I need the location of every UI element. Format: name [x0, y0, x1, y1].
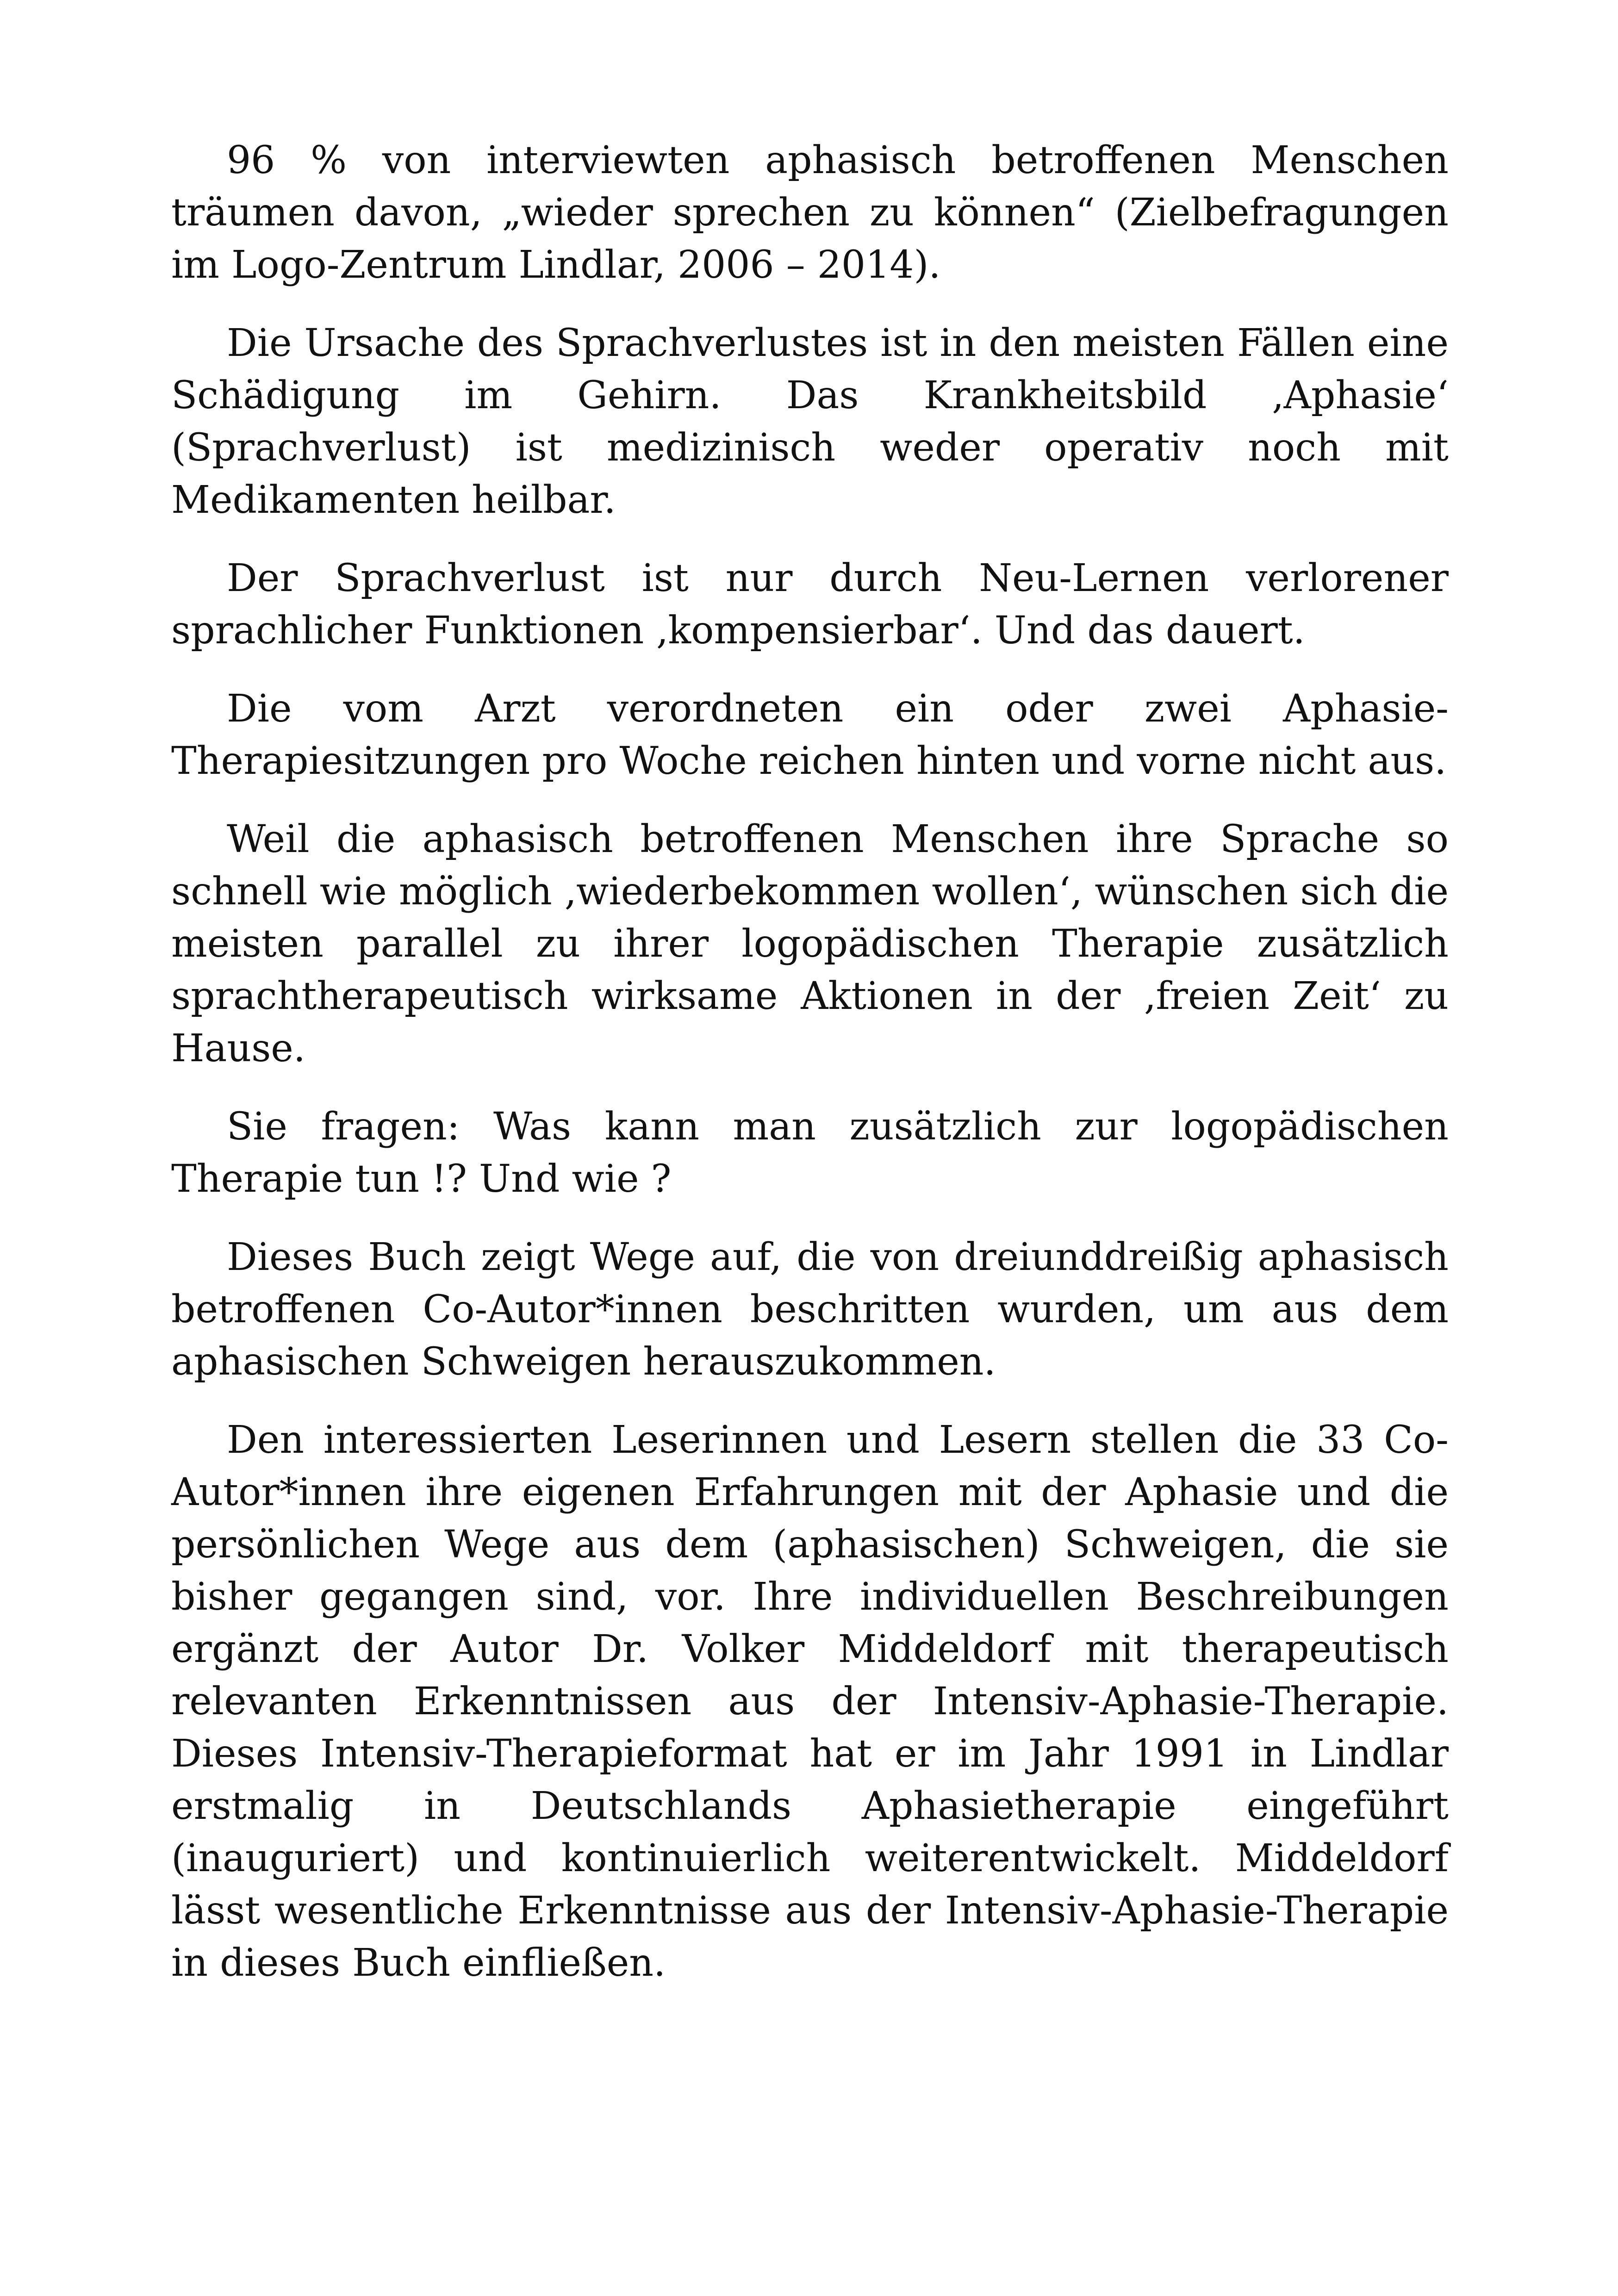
paragraph-survey: 96 % von interviewten aphasisch betroffenen Menschen träumen davon, „wieder sprechen zu können“ (Zielbefragungen im Logo-Zentrum Lindlar, 2006 – 2014). — [171, 138, 1449, 287]
paragraph-wishes: Weil die aphasisch betroffenen Menschen ihre Sprache so schnell wie möglich ‚wiederbekommen wollen‘, wünschen sich die meisten parallel zu ihrer logopädischen Therapie zusätzlich sprachtherapeutisch wirksame Aktionen in der ‚freien Zeit‘ zu Hause. — [171, 817, 1449, 1070]
paragraph-cause: Die Ursache des Sprachverlustes ist in den meisten Fällen eine Schädigung im Gehirn. Das Krankheitsbild ‚Aphasie‘ (Sprachverlust) ist medizinisch weder operativ noch mit Medikamenten heilbar. — [171, 321, 1449, 522]
paragraph-question: Sie fragen: Was kann man zusätzlich zur logopädischen Therapie tun !? Und wie ? — [171, 1105, 1449, 1201]
paragraph-compensation: Der Sprachverlust ist nur durch Neu-Lernen verlorener sprachlicher Funktionen ‚kompensierbar‘. Und das dauert. — [171, 556, 1449, 653]
body-text — [171, 134, 1449, 1989]
paragraph-coauthors: Den interessierten Leserinnen und Lesern stellen die 33 Co-Autor*innen ihre eigenen Erfahrungen mit der Aphasie und die persönlichen Wege aus dem (aphasischen) Schweigen, die sie bisher gegangen sind, vor. Ihre individuellen Beschreibungen ergänzt der Autor Dr. Volker Middeldorf mit therapeutisch relevanten Erkenntnissen aus der Intensiv-Aphasie-Therapie. Dieses Intensiv-Therapieformat hat er im Jahr 1991 in Lindlar erstmalig in Deutschlands Aphasietherapie eingeführt (inauguriert) und kontinuierlich weiterentwickelt. Middeldorf lässt wesentliche Erkenntnisse aus der Intensiv-Aphasie-Therapie in dieses Buch einfließen. — [171, 1418, 1449, 1985]
paragraph-sessions: Die vom Arzt verordneten ein oder zwei Aphasie-Therapiesitzungen pro Woche reichen hinten und vorne nicht aus. — [171, 687, 1449, 783]
paragraph-book: Dieses Buch zeigt Wege auf, die von dreiunddreißig aphasisch betroffenen Co-Autor*innen beschritten wurden, um aus dem aphasischen Schweigen herauszukommen. — [171, 1235, 1449, 1384]
